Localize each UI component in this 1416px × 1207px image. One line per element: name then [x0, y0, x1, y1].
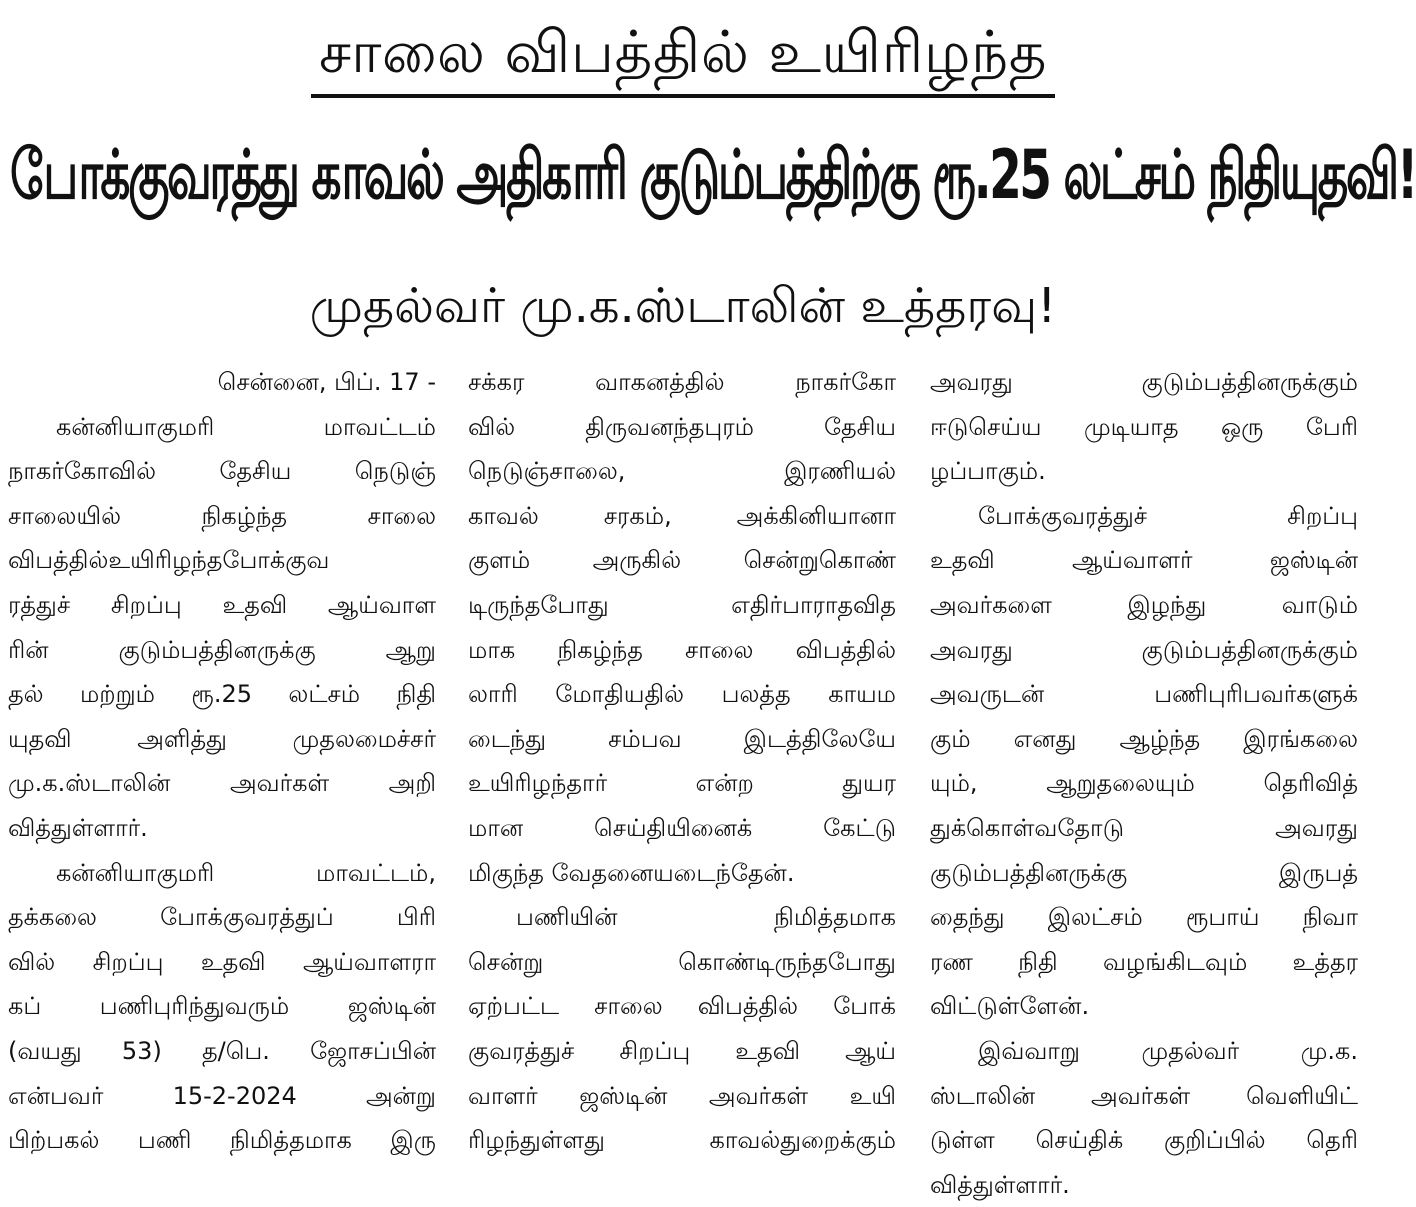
article-body	[8, 360, 1360, 1199]
article-subheadline: முதல்வர் மு.க.ஸ்டாலின் உத்தரவு!	[309, 278, 1057, 334]
body-line: குடும்பத்தினருக்கு இருபத்	[930, 858, 1358, 887]
body-line: லாரி மோதியதில் பலத்த காயம	[468, 680, 896, 709]
article-header	[0, 0, 1416, 352]
body-line: நாகர்கோவில் தேசிய நெடுஞ்	[8, 457, 436, 486]
kicker-text: சாலை விபத்தில் உயிரிழந்த	[311, 14, 1055, 98]
body-line: அவர்களை இழந்து வாடும்	[930, 590, 1358, 619]
body-line: கப் பணிபுரிந்துவரும் ஜஸ்டின்	[8, 992, 436, 1021]
body-line: காவல் சரகம், அக்கினியானா	[468, 501, 896, 530]
body-line: அவரது குடும்பத்தினருக்கும்	[930, 368, 1358, 396]
body-line: வித்துள்ளார்.	[8, 813, 148, 842]
article-column-1	[8, 360, 436, 1170]
body-line: ஈடுசெய்ய முடியாத ஒரு பேரி	[930, 412, 1358, 441]
body-line: ரின் குடும்பத்தினருக்கு ஆறு	[8, 635, 436, 664]
body-line: மாக நிகழ்ந்த சாலை விபத்தில்	[468, 635, 896, 664]
body-line: உயிரிழந்தார் என்ற துயர	[468, 769, 896, 798]
body-line: துக்கொள்வதோடு அவரது	[930, 813, 1358, 842]
body-line: சக்கர வாகனத்தில் நாகர்கோ	[468, 368, 896, 396]
body-line: பணியின் நிமித்தமாக	[516, 903, 896, 932]
body-line: கன்னியாகுமரி மாவட்டம்	[56, 412, 436, 441]
body-line: மு.க.ஸ்டாலின் அவர்கள் அறி	[8, 769, 436, 798]
body-line: நெடுஞ்சாலை, இரணியல்	[468, 457, 896, 486]
article-headline: போக்குவரத்து காவல் அதிகாரி குடும்பத்திற்கு ரூ.25 லட்சம் நிதியுதவி!	[10, 135, 1416, 216]
body-line: போக்குவரத்துச் சிறப்பு	[978, 501, 1358, 530]
body-line: கன்னியாகுமரி மாவட்டம்,	[56, 858, 436, 887]
body-line: ரிழந்துள்ளது காவல்துறைக்கும்	[468, 1126, 896, 1155]
body-line: டிருந்தபோது எதிர்பாராதவித	[468, 590, 896, 619]
body-line: தைந்து இலட்சம் ரூபாய் நிவா	[930, 903, 1358, 932]
article-column-2	[468, 360, 896, 1170]
body-line: இவ்வாறு முதல்வர் மு.க.	[978, 1036, 1358, 1065]
body-line: குளம் அருகில் சென்றுகொண்	[468, 546, 896, 575]
body-line: கும் எனது ஆழ்ந்த இரங்கலை	[930, 724, 1358, 753]
body-line: சென்று கொண்டிருந்தபோது	[468, 947, 896, 976]
body-line: விபத்தில்உயிரிழந்தபோக்குவ	[8, 546, 330, 575]
body-line: குவரத்துச் சிறப்பு உதவி ஆய்	[468, 1036, 896, 1065]
body-line: ஏற்பட்ட சாலை விபத்தில் போக்	[468, 992, 896, 1021]
body-line: மான செய்தியினைக் கேட்டு	[468, 813, 896, 842]
body-line: தக்கலை போக்குவரத்துப் பிரி	[8, 903, 436, 932]
body-line: யுதவி அளித்து முதலமைச்சர்	[8, 724, 436, 753]
body-line: வித்துள்ளார்.	[930, 1170, 1070, 1199]
body-line: அவருடன் பணிபுரிபவர்களுக்	[930, 680, 1358, 709]
body-line: வில் திருவனந்தபுரம் தேசிய	[468, 412, 896, 441]
body-line: ரத்துச் சிறப்பு உதவி ஆய்வாள	[8, 590, 436, 619]
body-line: பிற்பகல் பணி நிமித்தமாக இரு	[8, 1126, 436, 1155]
body-line: வில் சிறப்பு உதவி ஆய்வாளரா	[8, 947, 436, 976]
dateline: சென்னை, பிப். 17 -	[217, 368, 436, 396]
body-line: ரண நிதி வழங்கிடவும் உத்தர	[930, 947, 1358, 976]
body-line: ழப்பாகும்.	[930, 457, 1046, 486]
body-line: யும், ஆறுதலையும் தெரிவித்	[930, 769, 1358, 798]
body-line: தல் மற்றும் ரூ.25 லட்சம் நிதி	[8, 680, 436, 709]
body-line: உதவி ஆய்வாளர் ஜஸ்டின்	[930, 546, 1358, 575]
body-line: மிகுந்த வேதனையடைந்தேன்.	[468, 858, 795, 887]
body-line: விட்டுள்ளேன்.	[930, 992, 1090, 1021]
body-line: அவரது குடும்பத்தினருக்கும்	[930, 635, 1358, 664]
body-line: (வயது 53) த/பெ. ஜோசப்பின்	[8, 1036, 436, 1065]
body-line: சாலையில் நிகழ்ந்த சாலை	[8, 501, 436, 530]
body-line: ஸ்டாலின் அவர்கள் வெளியிட்	[930, 1081, 1358, 1110]
body-line: டுள்ள செய்திக் குறிப்பில் தெரி	[930, 1126, 1358, 1155]
body-line: என்பவர் 15-2-2024 அன்று	[8, 1081, 436, 1110]
article-kicker	[0, 14, 1366, 98]
article-column-3	[930, 360, 1358, 1199]
body-line: டைந்து சம்பவ இடத்திலேயே	[468, 724, 896, 753]
body-line: வாளர் ஜஸ்டின் அவர்கள் உயி	[468, 1081, 896, 1110]
